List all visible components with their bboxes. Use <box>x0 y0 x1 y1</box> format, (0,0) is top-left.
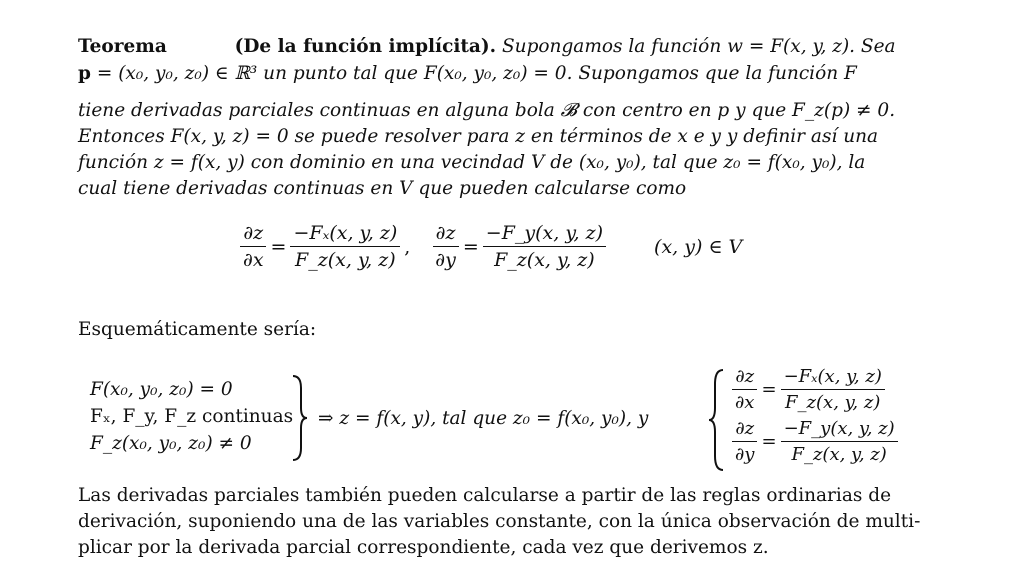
system-rhs-y-fraction <box>781 418 898 465</box>
domain-condition: (x, y) ∈ V <box>654 235 743 258</box>
theorem-heading: Teorema <box>78 36 167 57</box>
implication-statement: ⇒ z = f(x, y), tal que z₀ = f(x₀, y₀), y <box>318 408 649 429</box>
dz-dy-denominator: ∂y <box>435 249 456 271</box>
system-dz-dx-denominator: ∂x <box>735 392 755 413</box>
system-rhs-y-denominator: F_z(x, y, z) <box>791 444 887 465</box>
system-eq-x: $\frac{\partial z}{\partial x}$ = $\frac{\text{−Fₓ(x, y, z)}}{F\_z(x, y, z)}$ <box>728 366 889 413</box>
system-dz-dx-fraction <box>732 366 757 413</box>
condition-2: Fₓ, F_y, F_z continuas <box>90 406 294 427</box>
rhs-x-fraction <box>290 222 400 271</box>
condition-1: F(x₀, y₀, z₀) = 0 <box>90 379 233 400</box>
system-rhs-x-fraction <box>781 366 885 413</box>
rhs-y-numerator: −F_y(x, y, z) <box>483 222 606 247</box>
system-dz-dx-numerator: ∂z <box>732 366 757 390</box>
closing-line-1: Las derivadas parciales también pueden calcularse a partir de las reglas ordinarias de <box>78 485 892 506</box>
theorem-line-4: Entonces F(x, y, z) = 0 se puede resolver para z en términos de x e y y definir así una <box>78 126 879 147</box>
theorem-title: (De la función implícita). <box>234 36 497 57</box>
dz-dx-fraction <box>240 222 267 271</box>
closing-brace-icon <box>290 374 310 462</box>
system-dz-dy-fraction <box>732 418 757 465</box>
dz-dy-fraction <box>432 222 459 271</box>
schema-intro: Esquemáticamente sería: <box>78 319 317 340</box>
theorem-line-3: tiene derivadas parciales continuas en alguna bola 𝓑 con centro en p y que F_z(p) ≠ 0. <box>78 100 896 121</box>
theorem-statement-start: Supongamos la función w = F(x, y, z). Sea <box>501 36 896 57</box>
theorem-line-1 <box>78 35 896 59</box>
closing-line-2: derivación, suponiendo una de las variables constante, con la única observación de multi- <box>78 511 921 532</box>
system-rhs-x-numerator: −Fₓ(x, y, z) <box>781 366 885 390</box>
dz-dx-numerator: ∂z <box>240 222 266 247</box>
closing-line-3: plicar por la derivada parcial correspondiente, cada vez que derivemos z. <box>78 537 769 558</box>
theorem-line-6: cual tiene derivadas continuas en V que pueden calcularse como <box>78 178 687 199</box>
rhs-x-denominator: F_z(x, y, z) <box>295 249 396 271</box>
dz-dy-numerator: ∂z <box>433 222 459 247</box>
system-rhs-y-numerator: −F_y(x, y, z) <box>781 418 898 442</box>
system-dz-dy-numerator: ∂z <box>732 418 757 442</box>
theorem-line-5: función z = f(x, y) con dominio en una vecindad V de (x₀, y₀), tal que z₀ = f(x₀, y₀), la <box>78 152 866 173</box>
system-dz-dy-denominator: ∂y <box>735 444 755 465</box>
theorem-line-2-text: = (x₀, y₀, z₀) ∈ ℝ³ un punto tal que F(x₀, y₀, z₀) = 0. Supongamos que la función F <box>96 63 857 84</box>
opening-brace-icon <box>706 368 726 472</box>
rhs-y-fraction <box>483 222 606 271</box>
rhs-x-numerator: −Fₓ(x, y, z) <box>290 222 400 247</box>
partial-derivative-formula: $\frac{\partial z}{\partial x}$ = $\frac{\text{−Fₓ(x, y, z)}}{F\_z(x, y, z)}$ , $\frac{\partial z}{\partial y}$ = $\frac{-F\_y(x, y, z)}{F\_z(x, y, z)}$ (x, y) ∈ V <box>236 222 742 271</box>
point-p: p <box>78 63 91 84</box>
condition-3: F_z(x₀, y₀, z₀) ≠ 0 <box>90 433 252 454</box>
rhs-y-denominator: F_z(x, y, z) <box>494 249 595 271</box>
system-eq-y: $\frac{\partial z}{\partial y}$ = $\frac{-F\_y(x, y, z)}{F\_z(x, y, z)}$ <box>728 418 902 465</box>
theorem-line-2 <box>78 62 857 86</box>
system-rhs-x-denominator: F_z(x, y, z) <box>785 392 881 413</box>
dz-dx-denominator: ∂x <box>243 249 264 271</box>
